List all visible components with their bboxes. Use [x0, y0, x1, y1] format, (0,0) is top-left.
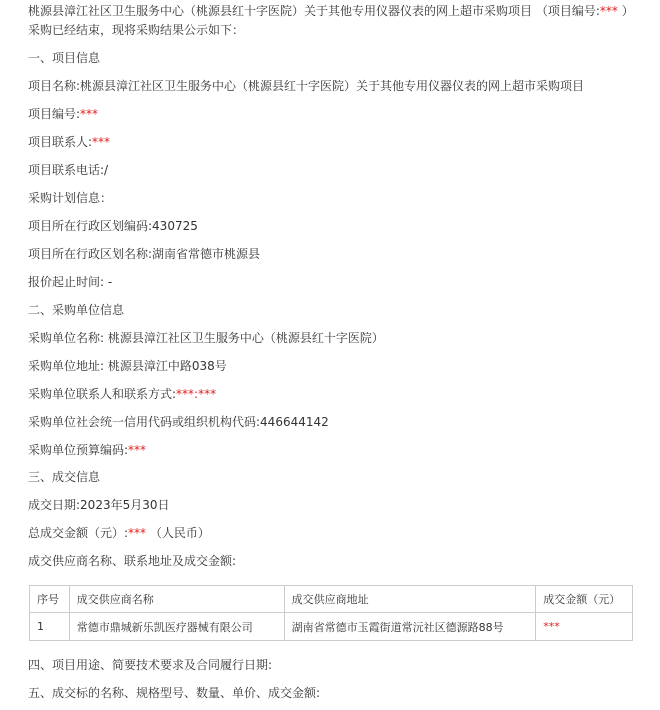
project-code	[28, 106, 640, 122]
intro-project-code: ***	[599, 4, 618, 18]
supplier-table	[29, 585, 633, 641]
cell-amount: ***	[536, 613, 633, 641]
deal-date: 成交日期:2023年5月30日	[28, 498, 170, 512]
total-amount-value: ***	[128, 526, 147, 540]
project-code-label: 项目编号:	[28, 107, 81, 121]
region-code: 项目所在行政区划编码:430725	[28, 219, 198, 233]
cell-no: 1	[30, 613, 70, 641]
region-name: 项目所在行政区划名称:湖南省常德市桃源县	[28, 247, 261, 261]
project-code-value: ***	[80, 107, 99, 121]
intro-line-2: 采购已经结束，现将采购结果公示如下：	[28, 23, 245, 37]
total-amount-label: 总成交金额（元）:	[28, 526, 129, 540]
supplier-caption: 成交供应商名称、联系地址及成交金额:	[28, 554, 237, 568]
quote-time: 报价起止时间: -	[28, 275, 113, 289]
plan-info: 采购计划信息：	[28, 191, 113, 205]
intro-prefix: 桃源县漳江社区卫生服务中心（桃源县红十字医院）关于其他专用仪器仪表的网上超市采购项目 （项目编号:	[28, 4, 600, 18]
total-amount	[28, 525, 640, 541]
section-heading-purpose: 四、项目用途、简要技术要求及合同履行日期:	[28, 658, 273, 672]
header-supplier-address: 成交供应商地址	[284, 586, 536, 613]
unit-budget-code	[28, 442, 640, 458]
section-heading-items: 五、成交标的名称、规格型号、数量、单价、成交金额:	[28, 686, 321, 700]
project-contact-value: ***	[92, 135, 111, 149]
unit-address: 采购单位地址: 桃源县漳江中路038号	[28, 359, 227, 373]
unit-contact-value: ***:***	[176, 387, 217, 401]
project-phone: 项目联系电话:/	[28, 163, 109, 177]
unit-contact	[28, 386, 640, 402]
table-row	[30, 613, 633, 641]
cell-supplier-address: 湖南省常德市玉霞街道常沅社区德源路88号	[284, 613, 536, 641]
section-heading-unit-info: 二、采购单位信息	[28, 303, 125, 317]
table-header-row	[30, 586, 633, 613]
budget-code-value: ***	[128, 443, 147, 457]
unit-credit-code: 采购单位社会统一信用代码或组织机构代码:446644142	[28, 415, 329, 429]
intro-line-1	[28, 3, 640, 19]
budget-code-label: 采购单位预算编码:	[28, 443, 129, 457]
total-amount-currency: （人民币）	[146, 526, 210, 540]
unit-contact-label: 采购单位联系人和联系方式:	[28, 387, 177, 401]
project-contact	[28, 134, 640, 150]
section-heading-project-info: 一、项目信息	[28, 51, 101, 65]
header-supplier-name: 成交供应商名称	[69, 586, 284, 613]
unit-name: 采购单位名称: 桃源县漳江社区卫生服务中心（桃源县红十字医院）	[28, 331, 384, 345]
header-no: 序号	[30, 586, 70, 613]
project-name: 项目名称:桃源县漳江社区卫生服务中心（桃源县红十字医院）关于其他专用仪器仪表的网上超市采购项目	[28, 79, 585, 93]
header-amount: 成交金额（元）	[536, 586, 633, 613]
cell-supplier-name: 常德市鼎城新乐凯医疗器械有限公司	[69, 613, 284, 641]
project-contact-label: 项目联系人:	[28, 135, 93, 149]
section-heading-deal-info: 三、成交信息	[28, 470, 101, 484]
intro-suffix: ）	[617, 4, 634, 18]
